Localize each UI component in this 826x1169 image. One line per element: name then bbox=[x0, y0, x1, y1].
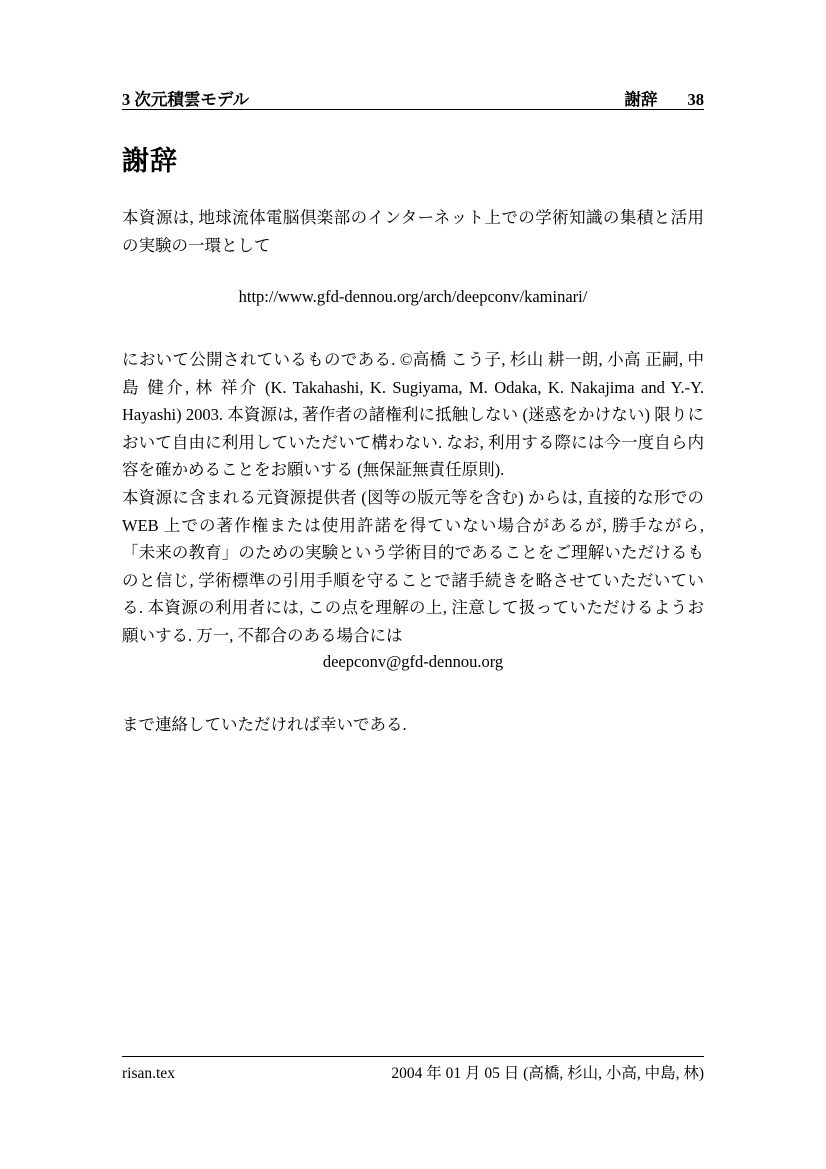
header-rule bbox=[122, 109, 704, 110]
running-footer bbox=[122, 1061, 704, 1083]
paragraph-closing: まで連絡していただければ幸いである. bbox=[122, 715, 407, 734]
footer-filename: risan.tex bbox=[122, 1065, 175, 1082]
footer-rule bbox=[122, 1056, 704, 1057]
paragraph-copyright: において公開されているものである. ©高橋 こう子, 杉山 耕一朗, 小高 正嗣, 中島 健介, 林 祥介 (K. Takahashi, K. Sugiyama, M. Odaka, K. Nakajima and Y.-Y. Hayashi) 2003. 本資源は, 著作者の諸権利に抵触しない (迷惑をかけない) 限りにおいて自由に利用していただいて構わない. なお, 利用する際には今一度自ら内容を確かめることをお願いする (無保証無責任原則). bbox=[122, 350, 704, 479]
paragraph-intro: 本資源は, 地球流体電脳倶楽部のインターネット上での学術知識の集積と活用の実験の一環として bbox=[122, 208, 704, 255]
header-section-left: 3 次元積雲モデル bbox=[122, 90, 250, 109]
footer-date-authors: 2004 年 01 月 05 日 (高橋, 杉山, 小高, 中島, 林) bbox=[391, 1065, 704, 1082]
resource-url: http://www.gfd-dennou.org/arch/deepconv/kaminari/ bbox=[238, 287, 588, 306]
header-right-group bbox=[625, 86, 705, 110]
paragraph-license: 本資源に含まれる元資源提供者 (図等の版元等を含む) からは, 直接的な形での WEB 上での著作権または使用許諾を得ていない場合があるが, 勝手ながら, 「未来の教育」のための実験という学術目的であることをご理解いただけるものと信じ, 学術標準の引用手順を守ることで諸手続きを略させていただいている. 本資源の利用者には, この点を理解の上, 注意して扱っていただけるようお願いする. 万一, 不都合のある場合には bbox=[122, 488, 704, 645]
header-page-number: 38 bbox=[687, 90, 704, 109]
header-section-right: 謝辞 bbox=[624, 90, 658, 109]
running-header bbox=[122, 86, 704, 110]
page-title: 謝辞 bbox=[122, 146, 178, 176]
contact-email: deepconv@gfd-dennou.org bbox=[322, 652, 504, 671]
